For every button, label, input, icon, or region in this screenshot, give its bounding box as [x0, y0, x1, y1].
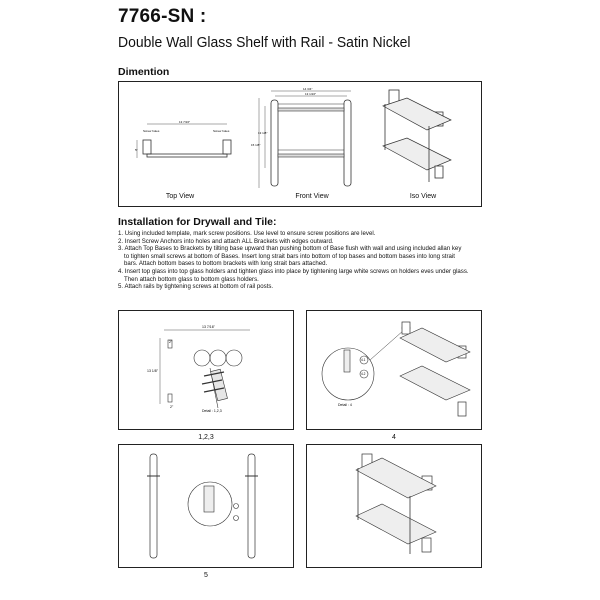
finished-shelf-drawing	[308, 446, 480, 566]
step-4-drawing	[308, 312, 480, 428]
installation-steps	[118, 230, 498, 291]
template-drawing	[120, 312, 292, 428]
step-4: 4. Insert top glass into top glass holders and tighten glass into place by tightening large white screws on holders eves under glass.	[118, 267, 469, 275]
step-5-drawing	[120, 446, 292, 566]
top-view-caption: Top View	[165, 193, 195, 200]
p1-height: 13 1/8"	[147, 369, 158, 373]
top-view-width: 13 7/16"	[179, 120, 191, 124]
p1-detail-label: Detail : 1,2,3	[202, 409, 222, 413]
p1-dim-top: 2"	[169, 340, 173, 344]
step-5: 5. Attach rails by tightening screws at bottom of rail posts.	[118, 283, 274, 291]
front-view-inner-height: 13 1/8"	[258, 131, 268, 135]
step-123-caption: 1,2,3	[198, 434, 214, 441]
step-4-caption: 4	[392, 434, 396, 441]
p1-dim-bottom: 2"	[170, 405, 174, 409]
step-2: 2. Insert Screw Anchors into holes and attach ALL Brackets with edges outward.	[118, 237, 334, 245]
top-view-depth: 5"	[135, 148, 138, 152]
p1-width: 13 7/16"	[202, 325, 215, 329]
front-view-caption: Front View	[295, 193, 329, 200]
iso-view-caption: Iso View	[409, 193, 437, 200]
top-view-drawing	[135, 118, 245, 168]
step-1: 1. Using included template, mark screw positions. Use level to ensure screw positions are level.	[118, 230, 376, 237]
p2-detail-label: Detail : 4	[338, 403, 352, 407]
step-3-line-2: to tighten small screws at bottom of Bases. Insert long strait bars into bottom of top bases and bottom bases into long strait	[124, 252, 455, 260]
installation-heading: Installation for Drywall and Tile:	[118, 216, 277, 228]
p2-callout-b: 4.2	[361, 372, 366, 376]
front-view-drawing	[251, 87, 365, 198]
dimension-heading: Dimention	[118, 66, 170, 78]
step-5-caption: 5	[204, 572, 208, 579]
step-3: 3. Attach Top Bases to Brackets by tilting base upward than pushing bottom of Base flush with wall and using included allan key	[118, 245, 462, 253]
p2-callout-a: 4.1	[361, 358, 366, 362]
front-view-inner-width: 13 1/16"	[305, 92, 317, 96]
front-view-overall-width: 14 3/4"	[303, 87, 313, 91]
top-view-left-note: Screw holes	[143, 129, 160, 133]
product-title: Double Wall Glass Shelf with Rail - Satin Nickel	[118, 34, 411, 51]
top-view-right-note: Screw holes	[213, 129, 230, 133]
iso-view-drawing	[375, 86, 465, 194]
step-3-line-3: bars. Attach bottom bases to bottom brackets with long strait bars attached.	[124, 260, 328, 268]
front-view-height: 15 1/8"	[251, 143, 261, 147]
step-4-line-2: Then attach bottom glass to bottom glass holders.	[124, 275, 259, 283]
model-number: 7766-SN :	[118, 6, 207, 27]
